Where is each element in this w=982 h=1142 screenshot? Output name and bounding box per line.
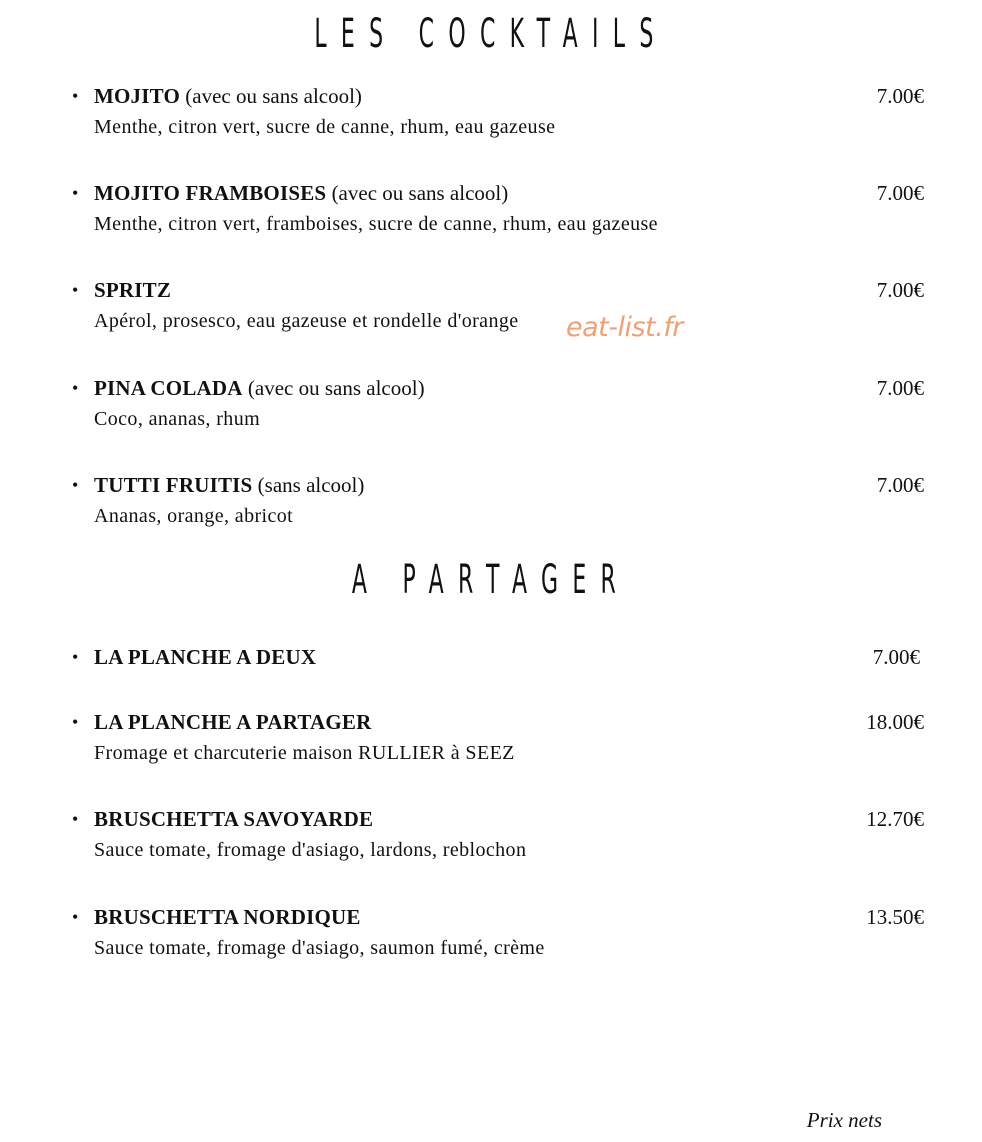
item-price: 7.00€: [872, 645, 920, 669]
item-description: Coco, ananas, rhum: [94, 408, 261, 430]
menu-item-planche-a-deux: [72, 643, 928, 671]
item-name-strong: LA PLANCHE A PARTAGER: [94, 710, 372, 734]
item-price: 7.00€: [876, 278, 924, 302]
bullet: •: [72, 280, 79, 300]
item-name: [94, 471, 364, 499]
item-name-strong: TUTTI FRUITIS: [94, 473, 253, 497]
item-name-strong: LA PLANCHE A DEUX: [94, 645, 317, 669]
item-description: Menthe, citron vert, framboises, sucre de canne, rhum, eau gazeuse: [94, 213, 658, 235]
bullet: •: [72, 475, 79, 495]
item-name-strong: MOJITO: [94, 84, 180, 108]
item-price: 12.70€: [866, 807, 924, 831]
item-name: [94, 82, 362, 110]
section-title-a-partager: A PARTAGER: [351, 557, 631, 603]
bullet: •: [72, 712, 79, 732]
menu-item-spritz: [72, 276, 928, 334]
item-name-strong: PINA COLADA: [94, 376, 243, 400]
bullet: •: [72, 378, 79, 398]
item-price: 7.00€: [876, 84, 924, 108]
item-price: 7.00€: [876, 473, 924, 497]
item-name: [94, 276, 171, 304]
menu-item-mojito-framboises: [72, 179, 928, 237]
menu-item-bruschetta-savoyarde: [72, 805, 928, 863]
item-name-strong: SPRITZ: [94, 278, 172, 302]
item-name: [94, 903, 361, 931]
menu-item-pina-colada: [72, 374, 928, 432]
item-price: 18.00€: [866, 710, 924, 734]
item-description: Fromage et charcuterie maison RULLIER à SEEZ: [94, 742, 515, 764]
item-description: Menthe, citron vert, sucre de canne, rhum, eau gazeuse: [94, 116, 556, 138]
item-description: Sauce tomate, fromage d'asiago, lardons, reblochon: [94, 839, 527, 861]
item-description: Sauce tomate, fromage d'asiago, saumon fumé, crème: [94, 937, 545, 959]
menu-item-bruschetta-nordique: [72, 903, 928, 961]
item-name: [94, 374, 425, 402]
item-price: 7.00€: [876, 376, 924, 400]
menu-item-mojito: [72, 82, 928, 140]
item-name-note: (avec ou sans alcool): [326, 181, 509, 205]
item-price: 13.50€: [866, 905, 924, 929]
menu-item-planche-a-partager: [72, 708, 928, 766]
bullet: •: [72, 86, 79, 106]
bullet: •: [72, 647, 79, 667]
item-name-note: (avec ou sans alcool): [180, 84, 362, 108]
item-name-note: (sans alcool): [252, 473, 365, 497]
menu-item-tutti-fruitis: [72, 471, 928, 529]
bullet: •: [72, 809, 79, 829]
item-price: 7.00€: [876, 181, 924, 205]
item-name: [94, 643, 316, 671]
item-name: [94, 805, 373, 833]
section-title-cocktails: LES COCKTAILS: [314, 11, 668, 57]
item-name-strong: MOJITO FRAMBOISES: [94, 181, 327, 205]
bullet: •: [72, 907, 79, 927]
bullet: •: [72, 183, 79, 203]
item-name: [94, 179, 508, 207]
item-name-strong: BRUSCHETTA NORDIQUE: [94, 905, 361, 929]
item-name-strong: BRUSCHETTA SAVOYARDE: [94, 807, 374, 831]
item-name: [94, 708, 371, 736]
footer-note: Prix nets: [806, 1108, 882, 1132]
watermark: eat-list.fr: [566, 312, 683, 343]
item-description: Ananas, orange, abricot: [94, 505, 294, 527]
item-name-note: (avec ou sans alcool): [242, 376, 425, 400]
item-description: Apérol, prosesco, eau gazeuse et rondelle d'orange: [94, 310, 519, 332]
